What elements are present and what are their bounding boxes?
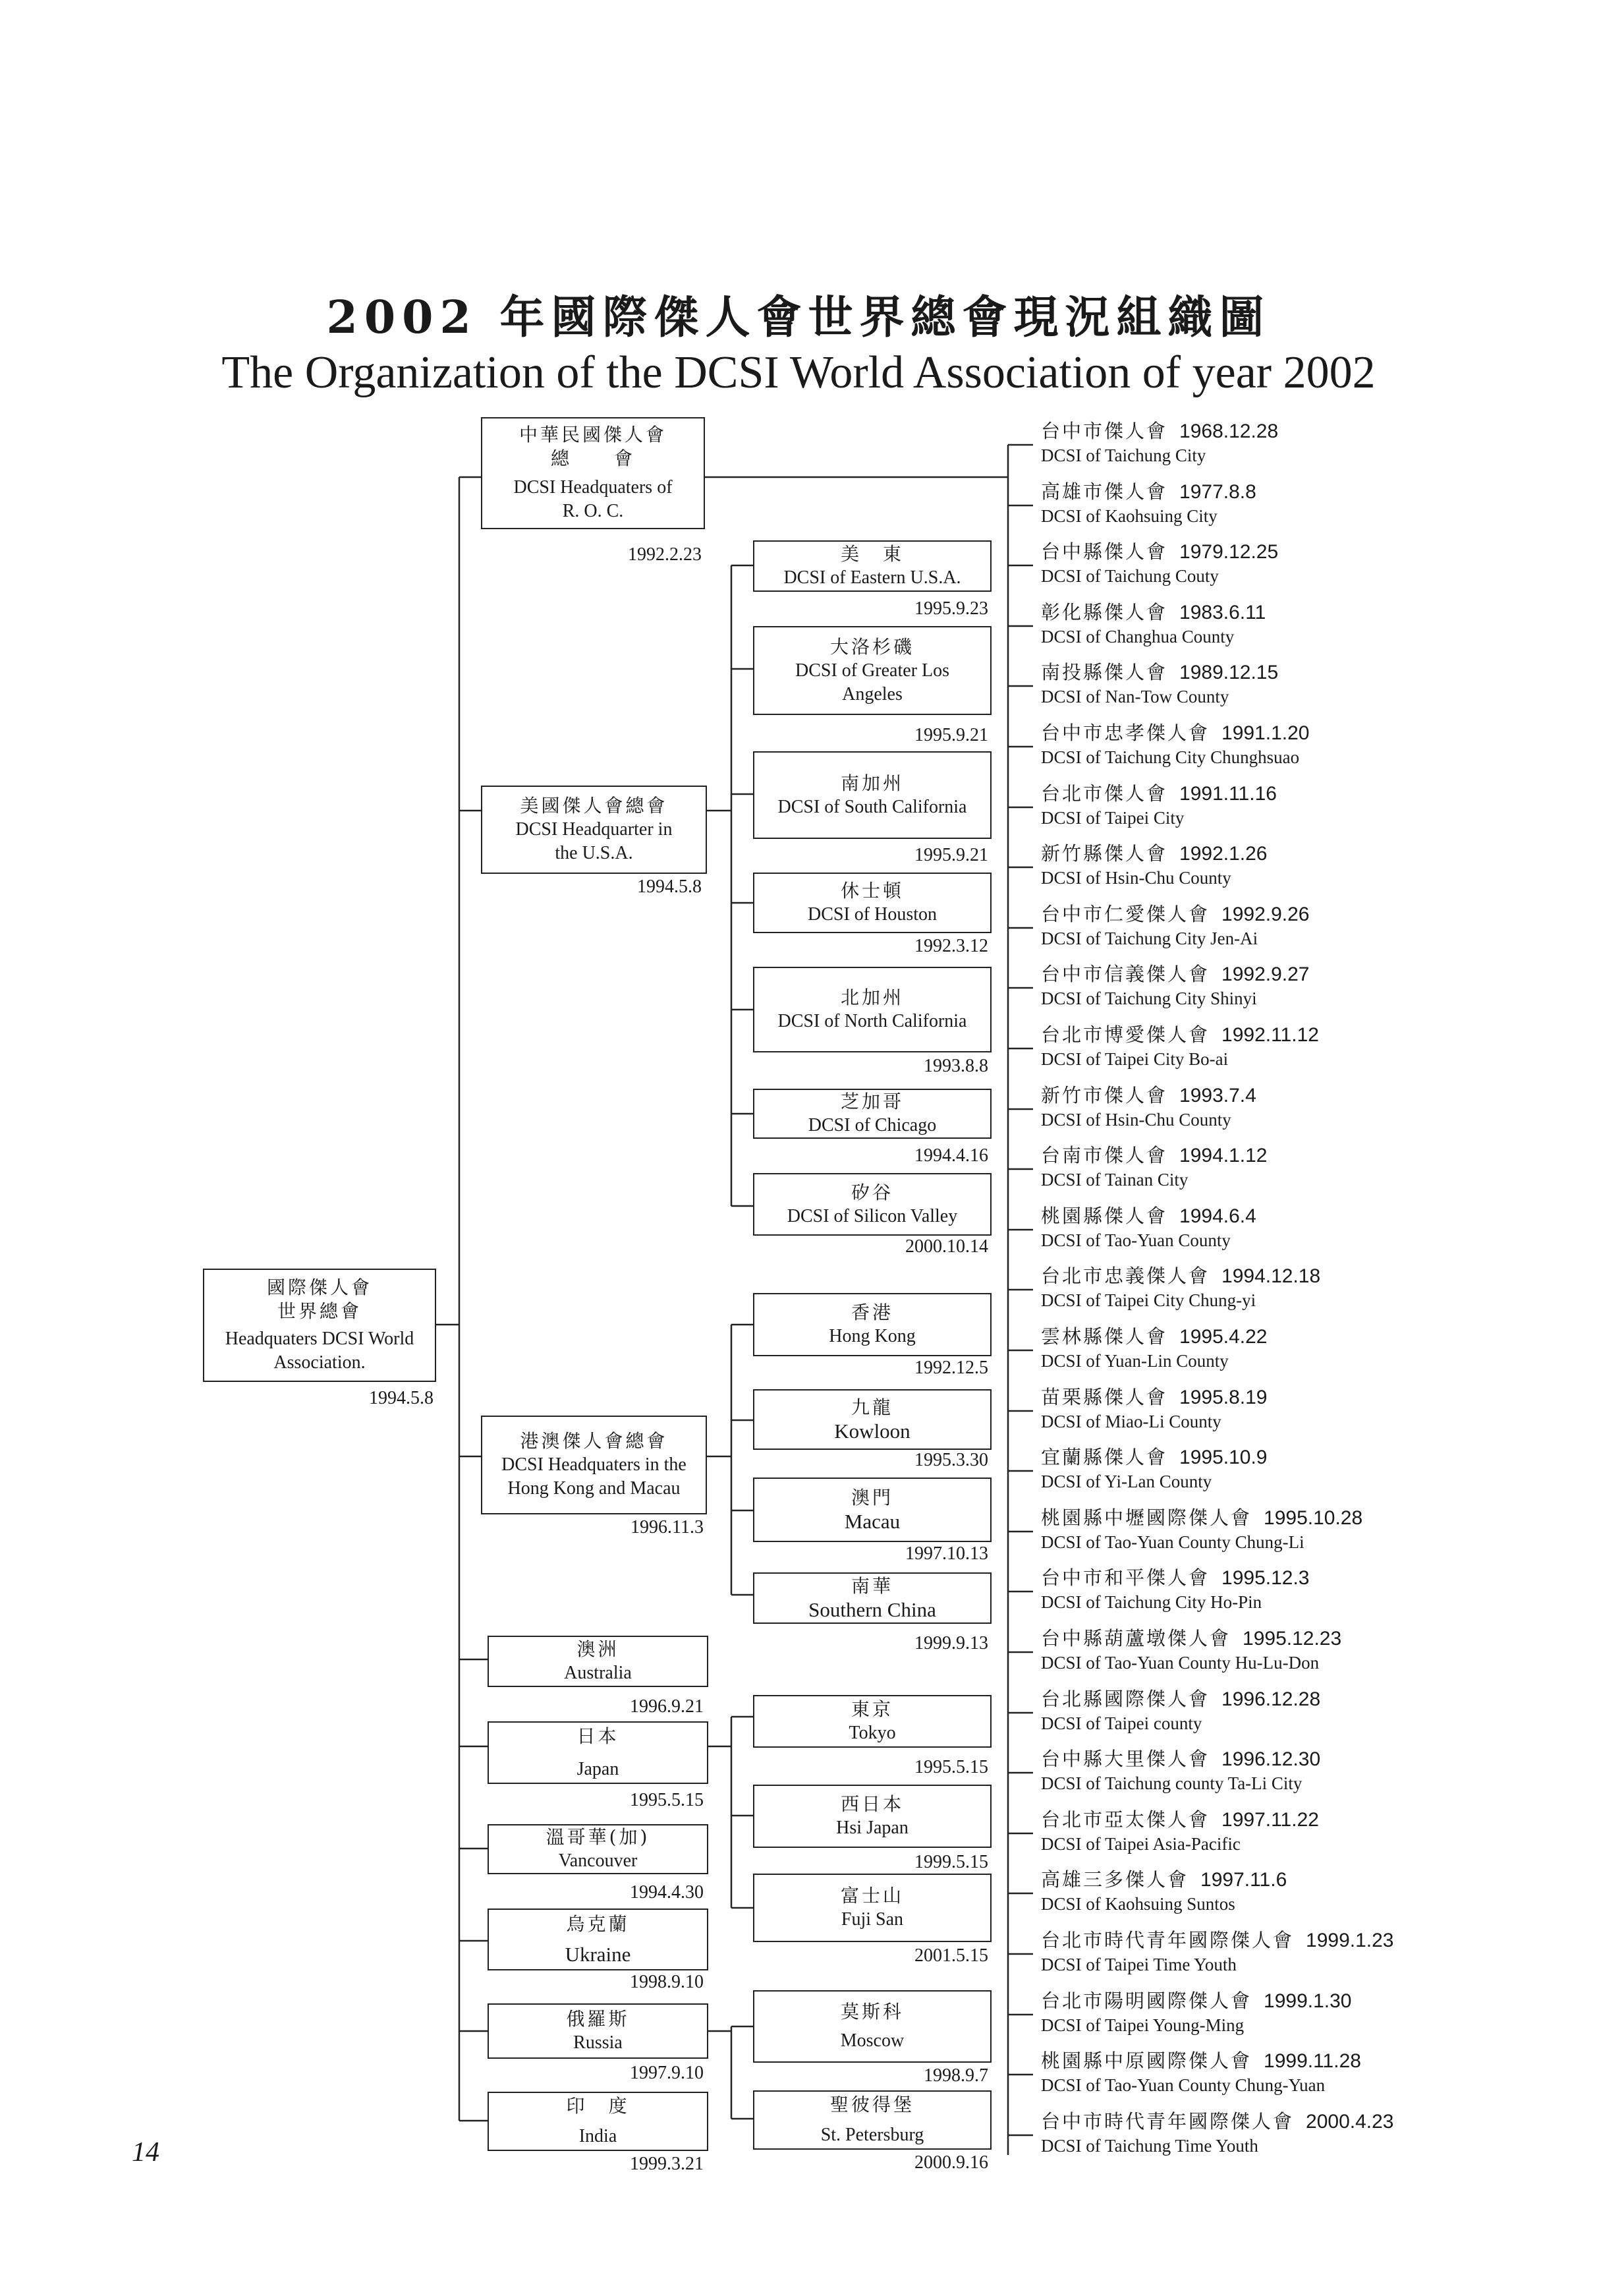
node-label-en: Ukraine [565, 1943, 631, 1966]
node-label-zh: 休士頓 [840, 880, 904, 902]
node-label-en: DCSI of North California [777, 1011, 967, 1031]
node-label-en: Headquaters DCSI World Association. [225, 1329, 414, 1373]
branch-name-zh [1041, 1445, 1267, 1470]
node-usa [481, 786, 707, 874]
node-date: 1995.9.21 [914, 845, 988, 865]
node-label-zh: 芝加哥 [840, 1091, 904, 1112]
branch-name-en: DCSI of Tao-Yuan County Hu-Lu-Don [1041, 1653, 1320, 1673]
node-label-en: Russia [573, 2032, 623, 2053]
branch-name-en: DCSI of Taipei county [1041, 1713, 1202, 1733]
taiwan-branch-item [1041, 1263, 1320, 1311]
taiwan-branch-item [1041, 1505, 1362, 1553]
node-label-zh: 香港 [851, 1302, 893, 1323]
branch-name-en: DCSI of Changhua County [1041, 627, 1235, 646]
chart-title-english: The Organization of the DCSI World Association of year 2002 [221, 347, 1376, 398]
node-eastern-usa [753, 540, 992, 592]
node-date: 1996.11.3 [630, 1517, 704, 1537]
node-vancouver [488, 1824, 708, 1874]
branch-name-zh [1041, 539, 1278, 565]
branch-date: 1991.1.20 [1221, 722, 1310, 744]
node-label-zh: 大洛杉磯 [829, 635, 914, 658]
node-label-zh: 日本 [576, 1725, 619, 1747]
branch-date: 1992.11.12 [1221, 1024, 1319, 1046]
branch-date: 1993.7.4 [1179, 1085, 1256, 1106]
node-label-zh: 中華民國傑人會 [518, 424, 667, 445]
node-label-en: DCSI Headquaters of R. O. C. [513, 477, 673, 521]
branch-date: 1979.12.25 [1179, 541, 1279, 563]
node-label-en: DCSI of Silicon Valley [787, 1205, 958, 1226]
branch-date: 1999.11.28 [1264, 2050, 1361, 2072]
node-label-en: Southern China [808, 1598, 936, 1621]
branch-title-zh: 台北市忠義傑人會 [1041, 1265, 1210, 1287]
node-label-zh: 烏克蘭 [566, 1913, 630, 1935]
branch-name-zh [1041, 841, 1267, 867]
node-label-zh: 東京 [851, 1698, 893, 1720]
node-roc [481, 417, 705, 529]
branch-name-zh [1041, 961, 1309, 987]
node-date: 1992.12.5 [914, 1358, 988, 1378]
branch-name-en: DCSI of Tao-Yuan County [1041, 1230, 1231, 1250]
branch-name-en: DCSI of Yi-Lan County [1041, 1472, 1212, 1491]
branch-title-zh: 高雄市傑人會 [1041, 480, 1168, 503]
branch-name-en: DCSI of Taichung City Chunghsuao [1041, 747, 1300, 767]
branch-name-en: DCSI of Taipei City Chung-yi [1041, 1290, 1256, 1310]
node-label-zh: 聖彼得堡 [829, 2094, 914, 2115]
node-label-zh: 國際傑人會 世界總會 [266, 1277, 372, 1322]
node-moscow [753, 1990, 992, 2063]
taiwan-branch-item [1041, 902, 1309, 950]
node-label-en: Hsi Japan [836, 1818, 909, 1838]
branch-date: 1997.11.6 [1200, 1869, 1287, 1891]
node-date: 1998.9.7 [924, 2065, 988, 2086]
branch-date: 1983.6.11 [1179, 602, 1266, 623]
node-india [488, 2092, 708, 2151]
branch-title-zh: 台中市忠孝傑人會 [1041, 722, 1210, 744]
node-label-zh: 北加州 [840, 987, 904, 1008]
branch-name-en: DCSI of Taichung City Ho-Pin [1041, 1592, 1262, 1612]
branch-name-zh [1041, 2048, 1361, 2074]
node-label-en: Hong Kong [829, 1326, 916, 1346]
branch-title-zh: 桃園縣中原國際傑人會 [1041, 2050, 1252, 2072]
taiwan-branch-item [1041, 781, 1277, 829]
node-south-california [753, 751, 992, 839]
branch-name-zh [1041, 1263, 1320, 1289]
branch-title-zh: 台中縣葫蘆墩傑人會 [1041, 1627, 1231, 1650]
branch-name-zh [1041, 2109, 1393, 2135]
branch-title-zh: 台中市仁愛傑人會 [1041, 903, 1210, 925]
node-label-en: Australia [564, 1663, 632, 1683]
branch-date: 1995.12.23 [1243, 1628, 1342, 1650]
node-label-en: Japan [576, 1758, 619, 1779]
node-hsi-japan [753, 1785, 992, 1848]
branch-title-zh: 台北市傑人會 [1041, 782, 1168, 805]
node-date: 1999.9.13 [914, 1633, 988, 1653]
branch-name-en: DCSI of Taichung county Ta-Li City [1041, 1773, 1303, 1793]
taiwan-branch-item [1041, 2109, 1393, 2157]
node-label-zh: 富士山 [840, 1885, 904, 1907]
branch-date: 1991.11.16 [1179, 783, 1277, 805]
branch-name-zh [1041, 781, 1277, 807]
node-date: 1994.4.30 [630, 1882, 704, 1903]
branch-name-zh [1041, 1686, 1320, 1712]
branch-date: 1995.10.9 [1179, 1447, 1268, 1468]
branch-date: 1992.1.26 [1179, 843, 1268, 865]
node-date: 1992.2.23 [628, 544, 702, 565]
node-date: 1995.9.21 [914, 725, 988, 745]
branch-name-en: DCSI of Taichung Couty [1041, 566, 1219, 586]
node-label-en: Kowloon [834, 1420, 911, 1443]
branch-date: 1994.6.4 [1179, 1205, 1256, 1227]
branch-name-zh [1041, 1988, 1351, 2014]
branch-name-zh [1041, 418, 1278, 444]
node-label-zh: 矽谷 [851, 1181, 893, 1203]
node-label-zh: 港澳傑人會總會 [520, 1430, 668, 1452]
branch-date: 1989.12.15 [1179, 662, 1279, 683]
branch-date: 1995.10.28 [1264, 1507, 1363, 1529]
branch-date: 1995.4.22 [1179, 1326, 1268, 1348]
node-date: 2000.10.14 [905, 1236, 988, 1257]
root-date: 1994.5.8 [369, 1388, 434, 1408]
branch-name-en: DCSI of Taipei Time Youth [1041, 1955, 1237, 1974]
branch-title-zh: 台中市傑人會 [1041, 420, 1168, 442]
node-label-en: DCSI of Eastern U.S.A. [783, 567, 961, 588]
taiwan-branch-item [1041, 961, 1309, 1010]
branch-name-zh [1041, 902, 1309, 927]
node-label-en: DCSI of Greater Los Angeles [795, 660, 950, 704]
branch-date: 1977.8.8 [1179, 481, 1256, 503]
branch-name-en: DCSI of Nan-Tow County [1041, 687, 1229, 706]
branch-date: 1995.12.3 [1221, 1567, 1310, 1589]
taiwan-branch-item [1041, 1988, 1351, 2036]
branch-date: 1999.1.23 [1306, 1930, 1394, 1951]
branch-title-zh: 桃園縣傑人會 [1041, 1205, 1168, 1227]
taiwan-branch-item [1041, 418, 1278, 467]
branch-name-zh [1041, 1022, 1319, 1048]
branch-name-zh [1041, 1203, 1256, 1229]
branch-title-zh: 台中市信義傑人會 [1041, 963, 1210, 985]
branch-name-zh [1041, 1083, 1256, 1108]
node-label-en: Fuji San [841, 1909, 904, 1930]
branch-date: 1996.12.30 [1221, 1748, 1321, 1770]
taiwan-branch-item [1041, 1143, 1267, 1191]
node-ukraine [488, 1909, 708, 1970]
node-date: 1999.3.21 [630, 2154, 704, 2174]
taiwan-branch-item [1041, 2048, 1361, 2096]
node-japan [488, 1721, 708, 1784]
node-label-zh: 澳門 [851, 1487, 893, 1508]
branch-name-zh [1041, 479, 1256, 505]
branch-name-zh [1041, 1928, 1393, 1953]
branch-name-zh [1041, 1385, 1267, 1410]
branch-title-zh: 台中市時代青年國際傑人會 [1041, 2110, 1295, 2133]
node-label-en: DCSI Headquarter in the U.S.A. [515, 819, 673, 863]
node-date: 1994.5.8 [637, 876, 702, 897]
branch-name-en: DCSI of Kaohsuing Suntos [1041, 1894, 1235, 1914]
node-label-en: Macau [844, 1510, 901, 1533]
branch-name-en: DCSI of Miao-Li County [1041, 1412, 1221, 1431]
node-date: 2001.5.15 [914, 1945, 988, 1966]
branch-name-en: DCSI of Tao-Yuan County Chung-Li [1041, 1532, 1304, 1552]
node-date: 1992.3.12 [914, 936, 988, 956]
node-date: 1995.9.23 [914, 598, 988, 619]
node-label-zh: 九龍 [851, 1396, 893, 1418]
node-date: 1997.10.13 [905, 1543, 988, 1564]
branch-title-zh: 雲林縣傑人會 [1041, 1325, 1168, 1348]
node-southern-china [753, 1572, 992, 1624]
node-date: 1994.4.16 [914, 1145, 988, 1166]
node-label-en: DCSI Headquaters in the Hong Kong and Macau [501, 1454, 686, 1499]
branch-name-en: DCSI of Kaohsuing City [1041, 506, 1218, 526]
taiwan-branch-item [1041, 1324, 1267, 1372]
node-label-en: St. Petersburg [820, 2125, 924, 2145]
branch-title-zh: 宜蘭縣傑人會 [1041, 1446, 1168, 1468]
node-label-zh-2: 總 會 [550, 447, 635, 469]
branch-date: 1968.12.28 [1179, 420, 1279, 442]
taiwan-branch-item [1041, 1928, 1393, 1976]
node-date: 1996.9.21 [630, 1696, 704, 1717]
branch-name-en: DCSI of Taipei Young-Ming [1041, 2015, 1245, 2035]
node-label-zh: 美國傑人會總會 [520, 795, 668, 817]
branch-date: 1992.9.26 [1221, 904, 1310, 925]
branch-title-zh: 台中縣大里傑人會 [1041, 1748, 1210, 1770]
branch-name-en: DCSI of Hsin-Chu County [1041, 1110, 1231, 1130]
taiwan-branch-item [1041, 1867, 1287, 1915]
branch-title-zh: 新竹縣傑人會 [1041, 842, 1168, 865]
node-tokyo [753, 1695, 992, 1748]
branch-name-zh [1041, 1143, 1267, 1168]
taiwan-branch-item [1041, 1686, 1320, 1735]
taiwan-branch-item [1041, 1746, 1320, 1794]
node-date: 1995.3.30 [914, 1450, 988, 1470]
branch-title-zh: 苗栗縣傑人會 [1041, 1386, 1168, 1408]
node-greater-los-angeles [753, 626, 992, 715]
taiwan-branch-item [1041, 1565, 1309, 1613]
node-kowloon [753, 1389, 992, 1450]
node-label-zh: 溫哥華(加) [546, 1826, 650, 1848]
node-houston [753, 873, 992, 933]
node-fuji-san [753, 1874, 992, 1942]
node-australia [488, 1636, 708, 1687]
taiwan-branch-item [1041, 660, 1278, 708]
node-label-en: DCSI of Houston [807, 904, 937, 925]
node-label-en: DCSI of South California [777, 796, 967, 817]
branch-name-zh [1041, 1505, 1362, 1531]
node-label-en: DCSI of Chicago [808, 1115, 937, 1135]
branch-title-zh: 台中市和平傑人會 [1041, 1566, 1210, 1589]
branch-name-en: DCSI of Taichung City Shinyi [1041, 989, 1257, 1008]
branch-name-zh [1041, 1867, 1287, 1893]
branch-name-en: DCSI of Taichung City Jen-Ai [1041, 929, 1258, 948]
node-label-zh: 西日本 [840, 1793, 904, 1815]
branch-title-zh: 南投縣傑人會 [1041, 661, 1168, 683]
node-label-zh: 莫斯科 [840, 2001, 904, 2023]
branch-name-en: DCSI of Yuan-Lin County [1041, 1351, 1229, 1371]
branch-title-zh: 台南市傑人會 [1041, 1144, 1168, 1166]
branch-name-zh [1041, 720, 1309, 746]
node-hk-macau [481, 1416, 707, 1514]
node-date: 1993.8.8 [924, 1056, 988, 1076]
node-date: 1999.5.15 [914, 1852, 988, 1872]
node-chicago [753, 1089, 992, 1139]
branch-name-en: DCSI of Tao-Yuan County Chung-Yuan [1041, 2075, 1326, 2095]
taiwan-branch-item [1041, 1445, 1267, 1493]
taiwan-branch-item [1041, 479, 1256, 527]
branch-title-zh: 高雄三多傑人會 [1041, 1868, 1189, 1891]
node-date: 1997.9.10 [630, 2063, 704, 2083]
node-label-en: India [578, 2126, 617, 2146]
branch-title-zh: 台中縣傑人會 [1041, 540, 1168, 563]
node-north-california [753, 967, 992, 1052]
taiwan-branch-item [1041, 1022, 1319, 1070]
node-date: 1998.9.10 [630, 1972, 704, 1992]
branch-title-zh: 台北市亞太傑人會 [1041, 1808, 1210, 1831]
node-macau [753, 1478, 992, 1542]
node-label-zh: 美 東 [840, 543, 904, 565]
node-date: 1995.5.15 [914, 1757, 988, 1777]
branch-date: 1994.12.18 [1221, 1265, 1321, 1287]
branch-name-zh [1041, 1746, 1320, 1772]
node-st-petersburg [753, 2090, 992, 2150]
branch-date: 1992.9.27 [1221, 963, 1310, 985]
branch-title-zh: 台北市博愛傑人會 [1041, 1023, 1210, 1046]
branch-title-zh: 台北縣國際傑人會 [1041, 1688, 1210, 1710]
taiwan-branch-item [1041, 720, 1309, 768]
branch-name-en: DCSI of Tainan City [1041, 1170, 1189, 1190]
branch-title-zh: 台北市時代青年國際傑人會 [1041, 1929, 1295, 1951]
branch-date: 1999.1.30 [1264, 1990, 1352, 2012]
branch-date: 1996.12.28 [1221, 1688, 1321, 1710]
branch-name-zh [1041, 1807, 1319, 1833]
taiwan-branch-item [1041, 1385, 1267, 1433]
node-label-zh: 俄羅斯 [566, 2008, 630, 2030]
node-label-zh: 印 度 [566, 2095, 630, 2117]
node-label-zh: 南華 [851, 1575, 893, 1597]
node-date: 2000.9.16 [914, 2152, 988, 2173]
node-label-zh: 南加州 [840, 772, 904, 794]
page-number: 14 [132, 2137, 159, 2167]
node-label-en: Tokyo [849, 1723, 896, 1743]
node-label-en: Moscow [840, 2030, 905, 2051]
branch-date: 1997.11.22 [1221, 1809, 1319, 1831]
root-node [203, 1269, 436, 1382]
branch-name-en: DCSI of Taipei City Bo-ai [1041, 1049, 1229, 1069]
branch-name-en: DCSI of Taichung Time Youth [1041, 2136, 1258, 2156]
taiwan-branch-item [1041, 1203, 1256, 1251]
branch-date: 1995.8.19 [1179, 1387, 1268, 1408]
taiwan-branch-item [1041, 841, 1267, 889]
node-silicon-valley [753, 1173, 992, 1236]
branch-title-zh: 彰化縣傑人會 [1041, 601, 1168, 623]
node-russia [488, 2003, 708, 2059]
taiwan-branch-item [1041, 600, 1266, 648]
branch-date: 1994.1.12 [1179, 1145, 1268, 1166]
node-date: 1995.5.15 [630, 1790, 704, 1810]
chart-title-chinese: 2002 年國際傑人會世界總會現況組織圖 [326, 291, 1271, 344]
branch-name-zh [1041, 600, 1266, 625]
branch-title-zh: 新竹市傑人會 [1041, 1084, 1168, 1106]
taiwan-branch-item [1041, 1626, 1341, 1674]
branch-name-en: DCSI of Taipei City [1041, 808, 1185, 828]
taiwan-branch-item [1041, 539, 1278, 587]
branch-title-zh: 台北市陽明國際傑人會 [1041, 1990, 1252, 2012]
branch-name-zh [1041, 660, 1278, 685]
branch-name-en: DCSI of Taipei Asia-Pacific [1041, 1834, 1241, 1854]
node-label-en: Vancouver [558, 1851, 638, 1871]
branch-name-zh [1041, 1565, 1309, 1591]
branch-date: 2000.4.23 [1306, 2111, 1394, 2133]
branch-name-zh [1041, 1324, 1267, 1350]
taiwan-branch-item [1041, 1083, 1256, 1131]
branch-name-en: DCSI of Hsin-Chu County [1041, 868, 1231, 888]
branch-name-zh [1041, 1626, 1341, 1651]
branch-title-zh: 桃園縣中壢國際傑人會 [1041, 1507, 1252, 1529]
branch-name-en: DCSI of Taichung City [1041, 445, 1206, 465]
taiwan-branch-item [1041, 1807, 1319, 1855]
node-label-zh: 澳洲 [576, 1638, 619, 1660]
node-hong-kong [753, 1293, 992, 1356]
